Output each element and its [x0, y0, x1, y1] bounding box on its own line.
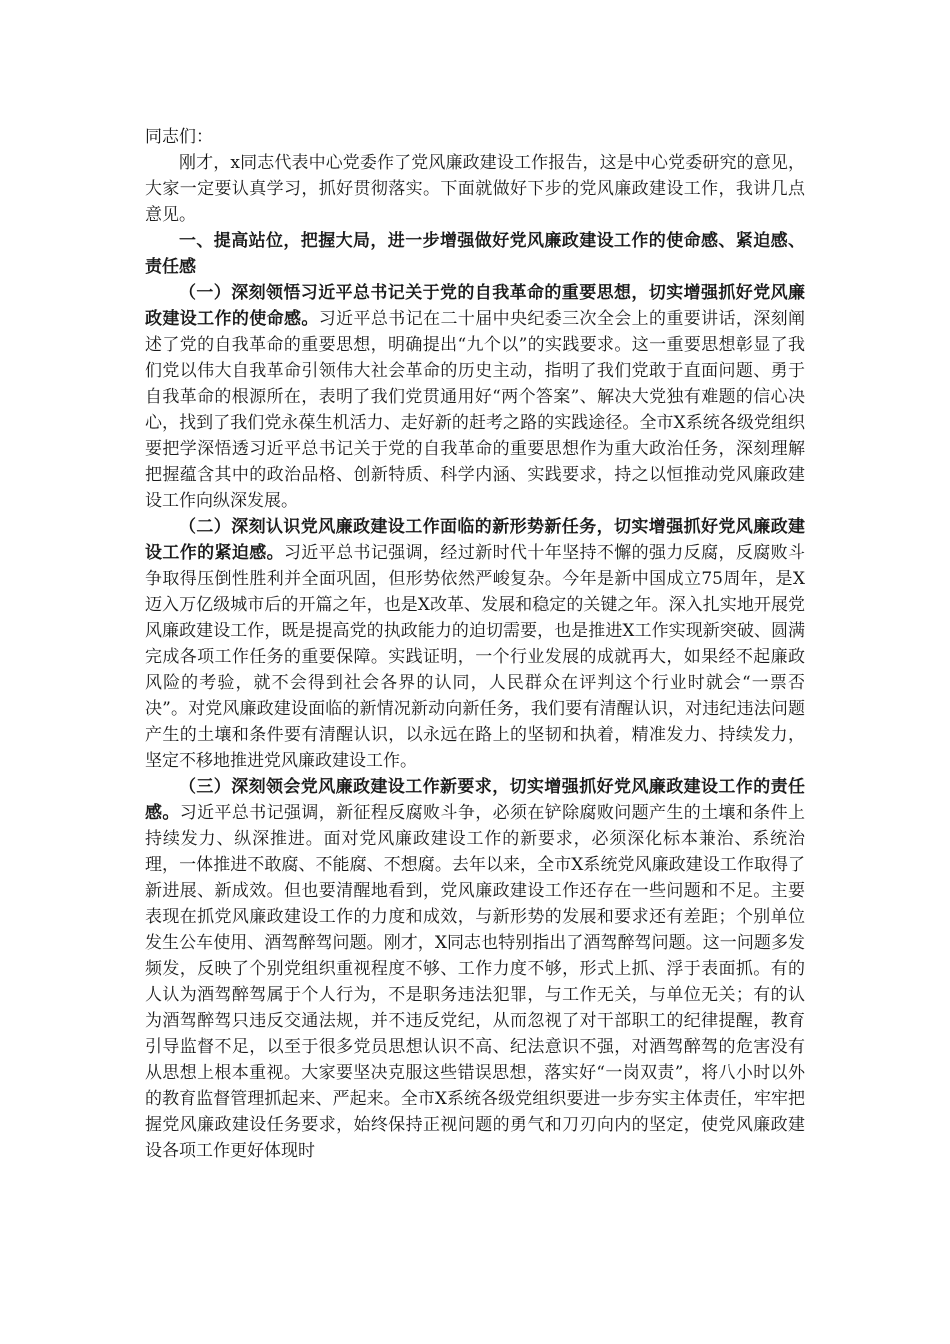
subsection-1-body: 习近平总书记在二十届中央纪委三次全会上的重要讲话，深刻阐述了党的自我革命的重要思想，明确提出“九个以”的实践要求。这一重要思想彰显了我们党以伟大自我革命引领伟大社会革命的历史主动，指明了我们党敢于直面问题、勇于自我革命的根源所在，表明了我们党贯通用好“两个答案”、解决大党独有难题的信心决心，找到了我们党永葆生机活力、走好新的赶考之路的实践途径。全市X系统各级党组织要把学深悟透习近平总书记关于党的自我革命的重要思想作为重大政治任务，深刻理解把握蕴含其中的政治品格、创新特质、科学内涵、实践要求，持之以恒推动党风廉政建设工作向纵深发展。	[145, 309, 806, 511]
subsection-1-paragraph	[145, 280, 805, 514]
document-page	[145, 124, 805, 1164]
section-1-heading: 一、提高站位，把握大局，进一步增强做好党风廉政建设工作的使命感、紧迫感、责任感	[145, 231, 805, 277]
subsection-2-paragraph	[145, 514, 805, 774]
subsection-2-body: 习近平总书记强调，经过新时代十年坚持不懈的强力反腐，反腐败斗争取得压倒性胜利并全面巩固，但形势依然严峻复杂。今年是新中国成立75周年，是X迈入万亿级城市后的开篇之年，也是X改革、发展和稳定的关键之年。深入扎实地开展党风廉政建设工作，既是提高党的执政能力的迫切需要，也是推进X工作实现新突破、圆满完成各项工作任务的重要保障。实践证明，一个行业发展的成就再大，如果经不起廉政风险的考验，就不会得到社会各界的认同，人民群众在评判这个行业时就会“一票否决”。对党风廉政建设面临的新情况新动向新任务，我们要有清醒认识，对违纪违法问题产生的土壤和条件要有清醒认识，以永远在路上的坚韧和执着，精准发力、持续发力，坚定不移地推进党风廉政建设工作。	[145, 543, 806, 771]
subsection-3-body: 习近平总书记强调，新征程反腐败斗争，必须在铲除腐败问题产生的土壤和条件上持续发力、纵深推进。面对党风廉政建设工作的新要求，必须深化标本兼治、系统治理，一体推进不敢腐、不能腐、不想腐。去年以来，全市X系统党风廉政建设工作取得了新进展、新成效。但也要清醒地看到，党风廉政建设工作还存在一些问题和不足。主要表现在抓党风廉政建设工作的力度和成效，与新形势的发展和要求还有差距；个别单位发生公车使用、酒驾醉驾问题。刚才，X同志也特别指出了酒驾醉驾问题。这一问题多发频发，反映了个别党组织重视程度不够、工作力度不够，形式上抓、浮于表面抓。有的人认为酒驾醉驾属于个人行为，不是职务违法犯罪，与工作无关，与单位无关；有的认为酒驾醉驾只违反交通法规，并不违反党纪，从而忽视了对干部职工的纪律提醒，教育引导监督不足，以至于很多党员思想认识不高、纪法意识不强，对酒驾醉驾的危害没有从思想上根本重视。大家要坚决克服这些错误思想，落实好“一岗双责”，将八小时以外的教育监督管理抓起来、严起来。全市X系统各级党组织要进一步夯实主体责任，牢牢把握党风廉政建设任务要求，始终保持正视问题的勇气和刀刃向内的坚定，使党风廉政建设各项工作更好体现时	[145, 803, 806, 1161]
subsection-2-heading: （二）深刻认识党风廉政建设工作面临的新形势新任务，切实增强抓好党风廉政建设工作的紧迫感。	[145, 517, 805, 563]
subsection-3-paragraph	[145, 774, 805, 1164]
subsection-1-heading: （一）深刻领悟习近平总书记关于党的自我革命的重要思想，切实增强抓好党风廉政建设工作的使命感。	[145, 283, 805, 329]
intro-paragraph: 刚才，x同志代表中心党委作了党风廉政建设工作报告，这是中心党委研究的意见，大家一定要认真学习，抓好贯彻落实。下面就做好下步的党风廉政建设工作，我讲几点意见。	[145, 153, 805, 225]
subsection-3-heading: （三）深刻领会党风廉政建设工作新要求，切实增强抓好党风廉政建设工作的责任感。	[145, 777, 805, 823]
greeting: 同志们：	[145, 127, 213, 147]
